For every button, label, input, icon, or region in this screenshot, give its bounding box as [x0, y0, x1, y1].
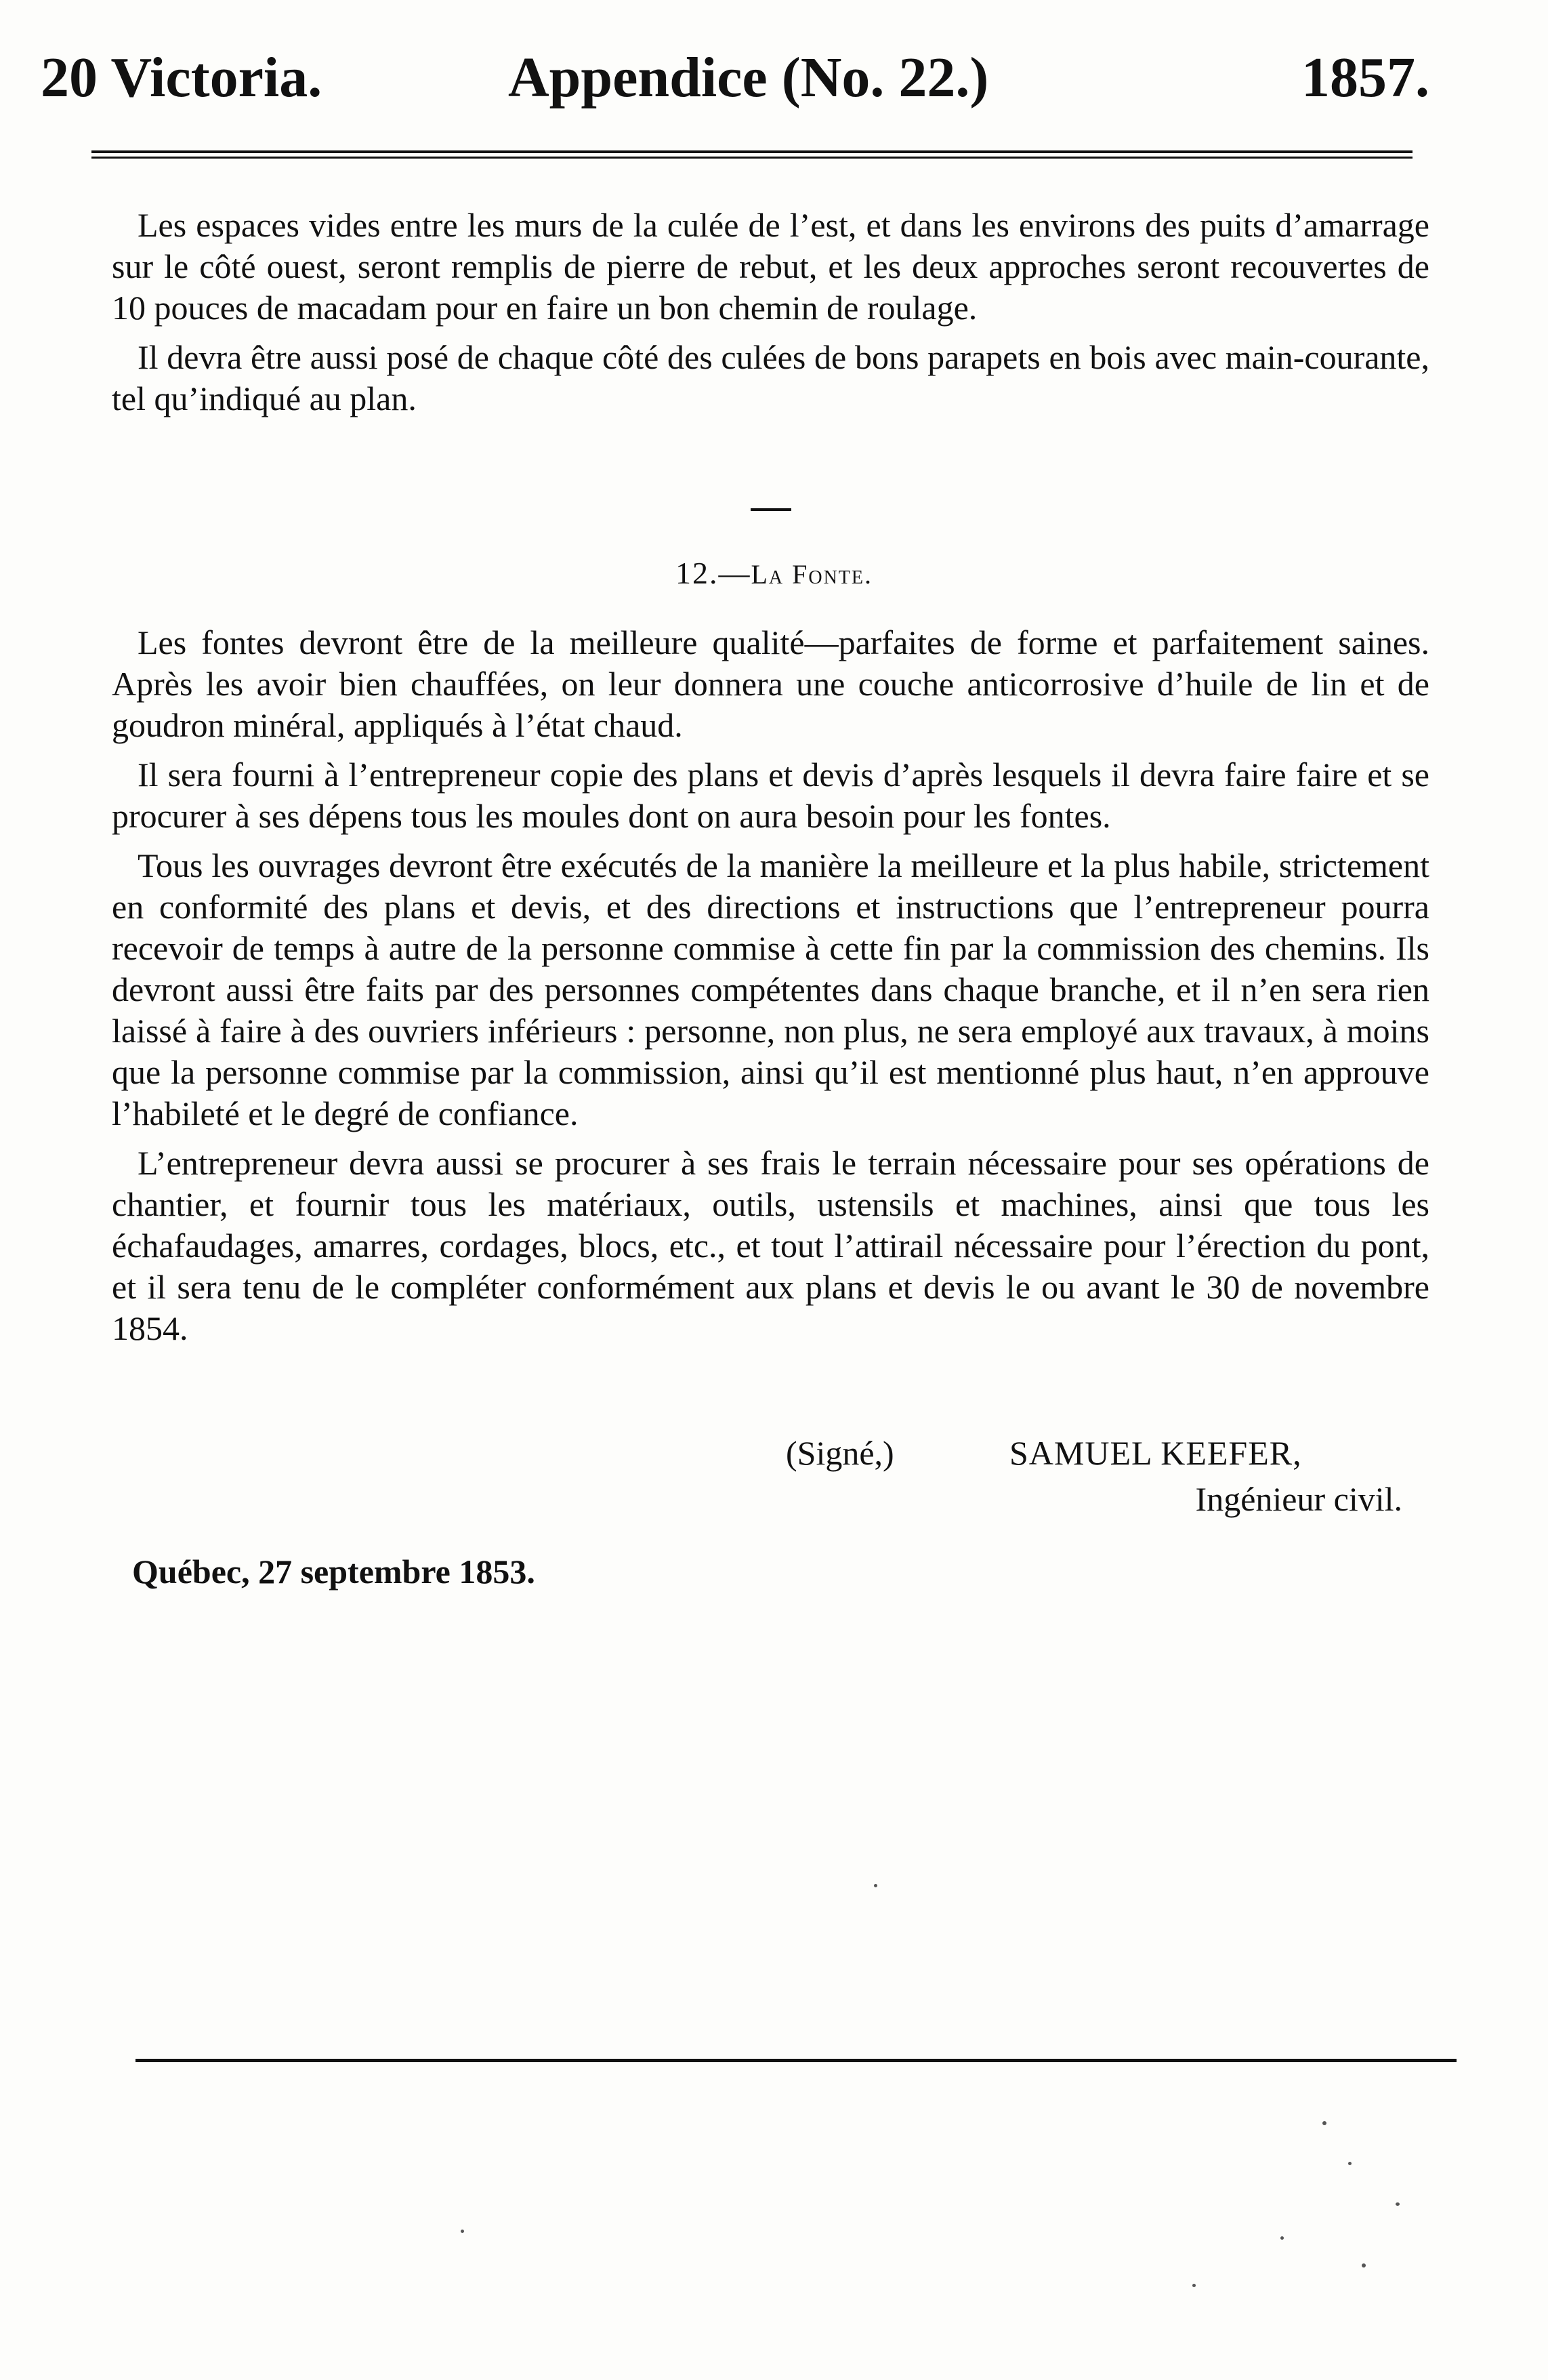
header-year: 1857. — [1301, 46, 1429, 109]
scan-speck — [1192, 2284, 1196, 2287]
paragraph-parapets: Il devra être aussi posé de chaque côté des culées de bons parapets en bois avec main-courante, tel qu’indiqué au plan. — [112, 338, 1429, 417]
scan-speck — [874, 1884, 877, 1887]
intro-paragraphs — [112, 205, 1429, 428]
scan-speck — [1348, 2162, 1352, 2165]
paragraph-entrepreneur: L’entrepreneur devra aussi se procurer à ses frais le terrain nécessaire pour ses opérations de chantier, et fournir tous les matériaux, outils, ustensils et machines, ainsi que tous les échafaudages, amarres, cordages, blocs, etc., et tout l’attirail nécessaire pour l’érection du pont, et il sera tenu de le compléter conformément aux plans et devis le ou avant le 30 de novembre 1854. — [112, 1144, 1429, 1347]
signatory-name: SAMUEL KEEFER, — [1009, 1434, 1302, 1472]
signed-label: (Signé,) — [786, 1434, 894, 1472]
section-paragraphs — [112, 622, 1429, 1357]
scan-speck — [1280, 2236, 1284, 2240]
paragraph-espaces-vides: Les espaces vides entre les murs de la culée de l’est, et dans les environs des puits d’amarrage sur le côté ouest, seront remplis de pierre de rebut, et les deux approches seront recouvertes de 10 pouces de macadam pour en faire un bon chemin de roulage. — [112, 206, 1429, 327]
footer-rule — [135, 2059, 1457, 2062]
scan-speck — [1322, 2121, 1326, 2125]
paragraph-plans-devis: Il sera fourni à l’entrepreneur copie des plans et devis d’après lesquels il devra faire faire et se procurer à ses dépens tous les moules dont on aura besoin pour les fontes. — [112, 756, 1429, 835]
section-title: La Fonte. — [751, 559, 873, 590]
scan-speck — [1362, 2263, 1366, 2268]
paragraph-fontes: Les fontes devront être de la meilleure qualité—parfaites de forme et parfaitement saines. Après les avoir bien chauffées, on leur donnera une couche anticorrosive d’huile de lin et de goudron minéral, appliqués à l’état chaud. — [112, 623, 1429, 744]
signature-block — [786, 1430, 1429, 1518]
header-session: 20 Victoria. — [41, 46, 322, 109]
section-number: 12.— — [675, 556, 751, 590]
section-heading — [0, 553, 1548, 595]
scan-speck — [1396, 2202, 1400, 2206]
section-divider — [751, 508, 791, 511]
scan-speck — [461, 2230, 464, 2233]
header-rule — [91, 150, 1413, 159]
place-date: Québec, 27 septembre 1853. — [132, 1553, 535, 1591]
header-appendix: Appendice (No. 22.) — [508, 46, 989, 109]
page-header — [41, 37, 1429, 119]
signatory-title: Ingénieur civil. — [1195, 1480, 1402, 1518]
paragraph-ouvrages: Tous les ouvrages devront être exécutés de la manière la meilleure et la plus habile, strictement en conformité des plans et devis, et des directions et instructions que l’entrepreneur pourra recevoir de temps à autre de la personne commise à cette fin par la commission des chemins. Ils devront aussi être faits par des personnes compétentes dans chaque branche, et il n’en sera rien laissé à faire à des ouvriers inférieurs : personne, non plus, ne sera employé aux travaux, à moins que la personne commise par la commission, ainsi qu’il est mentionné plus haut, n’en approuve l’habileté et le degré de confiance. — [112, 846, 1429, 1132]
